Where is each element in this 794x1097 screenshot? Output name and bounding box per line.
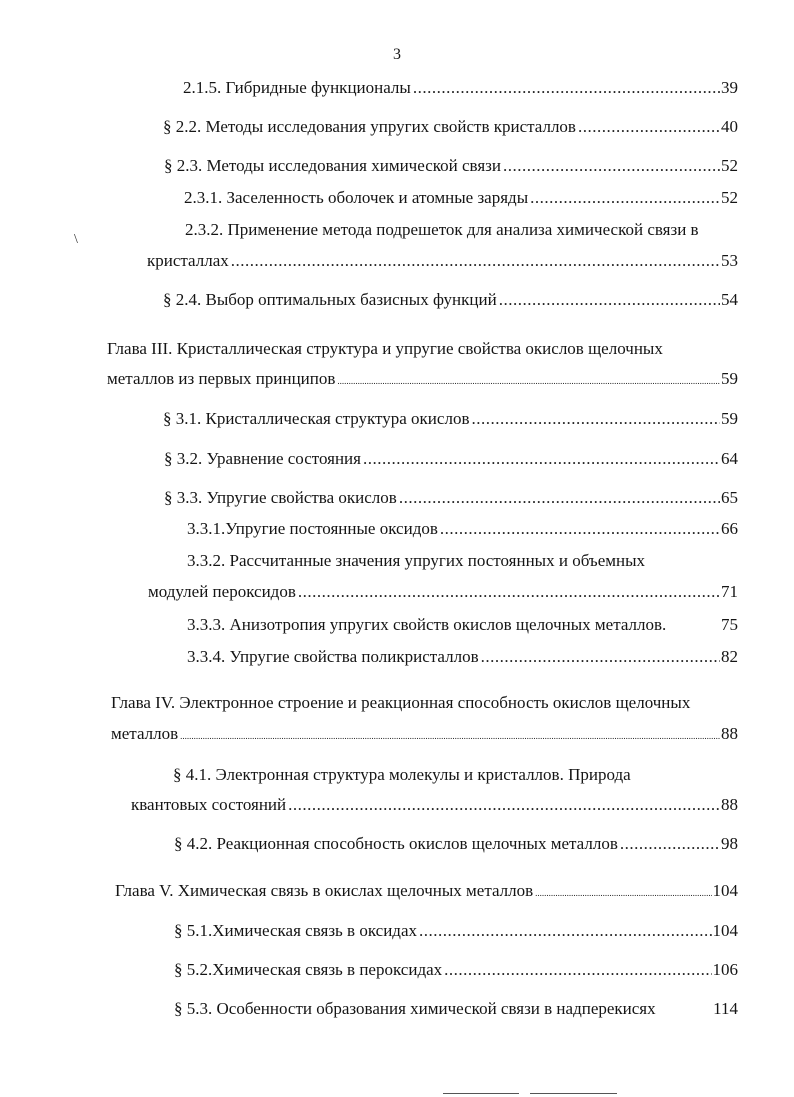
toc-entry-label: § 3.2. Уравнение состояния (164, 449, 361, 468)
toc-entry-label: § 2.2. Методы исследования упругих свойств кристаллов (163, 117, 576, 136)
toc-entry-page: 39 (721, 78, 738, 97)
dot-leader (180, 725, 720, 747)
toc-entry-page: 54 (721, 290, 738, 309)
dot-leader (399, 487, 720, 509)
dot-leader (499, 289, 720, 311)
toc-entry-2-3-1[interactable] (184, 187, 738, 209)
toc-entry-page: 40 (721, 117, 738, 136)
toc-entry-2-1-5[interactable] (183, 77, 738, 99)
toc-entry-page: 98 (721, 834, 738, 853)
toc-entry-label: металлов (111, 724, 179, 743)
toc-entry-page: 52 (721, 188, 738, 207)
toc-entry-5-1[interactable] (174, 920, 738, 942)
toc-entry-3-3[interactable] (164, 487, 738, 509)
toc-entry-label: § 3.3. Упругие свойства окислов (164, 488, 397, 507)
dot-leader (288, 794, 720, 816)
toc-entry-page: 82 (721, 647, 738, 666)
dot-leader (471, 408, 720, 430)
toc-entry-3-2[interactable] (164, 448, 738, 470)
dot-leader (413, 77, 720, 99)
toc-entry-2-2[interactable] (163, 116, 738, 138)
toc-entry-label: § 2.3. Методы исследования химической связи (164, 156, 501, 175)
toc-entry-3-3-2-line1[interactable]: 3.3.2. Рассчитанные значения упругих постоянных и объемных (187, 551, 646, 570)
toc-entry-page: 53 (721, 251, 738, 270)
footer-rule-left (443, 1093, 519, 1094)
toc-entry-label: металлов из первых принципов (107, 369, 336, 388)
dot-leader (419, 920, 712, 942)
toc-entry-page: 104 (712, 881, 738, 900)
toc-entry-page: 59 (721, 369, 738, 388)
dot-leader (298, 581, 720, 603)
toc-entry-label: § 4.2. Реакционная способность окислов щелочных металлов (174, 834, 618, 853)
toc-entry-label: § 5.2.Химическая связь в пероксидах (174, 960, 443, 979)
toc-entry-5-3[interactable] (174, 998, 738, 1020)
dot-leader (231, 250, 720, 272)
toc-entry-label: § 2.4. Выбор оптимальных базисных функций (163, 290, 497, 309)
toc-entry-label: Глава V. Химическая связь в окислах щелочных металлов (115, 881, 534, 900)
toc-entry-4-2[interactable] (174, 833, 738, 855)
dot-leader (481, 646, 720, 668)
toc-entry-page: 104 (712, 921, 738, 940)
toc-entry-5-2[interactable] (174, 959, 738, 981)
dot-leader (578, 116, 720, 138)
stray-mark: \ (74, 232, 78, 247)
toc-entry-label: § 5.1.Химическая связь в оксидах (174, 921, 417, 940)
toc-entry-2-4[interactable] (163, 289, 738, 311)
toc-entry-2-3-2-line1[interactable]: 2.3.2. Применение метода подрешеток для анализа химической связи в (185, 220, 699, 239)
page-number: 3 (393, 46, 401, 63)
toc-entry-label: 2.1.5. Гибридные функционалы (183, 78, 411, 97)
toc-entry-label: кристаллах (147, 251, 229, 270)
toc-chapter-5[interactable] (115, 880, 738, 902)
toc-entry-3-1[interactable] (163, 408, 738, 430)
toc-entry-3-3-2[interactable] (148, 581, 738, 603)
toc-entry-page: 59 (721, 409, 738, 428)
toc-entry-label: 3.3.4. Упругие свойства поликристаллов (187, 647, 479, 666)
toc-chapter-4[interactable] (111, 723, 738, 745)
toc-entry-page: 52 (721, 156, 738, 175)
dot-leader (503, 155, 720, 177)
dot-leader (440, 518, 720, 540)
toc-entry-4-1-line1[interactable]: § 4.1. Электронная структура молекулы и кристаллов. Природа (173, 765, 631, 784)
toc-entry-3-3-4[interactable] (187, 646, 738, 668)
footer-rule-right (530, 1093, 617, 1094)
toc-entry-2-3-2[interactable] (147, 250, 738, 272)
toc-chapter-4-line1[interactable]: Глава IV. Электронное строение и реакционная способность окислов щелочных (111, 693, 691, 712)
dot-leader (363, 448, 720, 470)
toc-entry-3-3-1[interactable] (187, 518, 738, 540)
toc-entry-label: § 3.1. Кристаллическая структура окислов (163, 409, 470, 428)
toc-entry-3-3-3[interactable] (187, 614, 738, 636)
dot-leader (530, 187, 720, 209)
toc-entry-label: § 5.3. Особенности образования химической связи в надперекисях (174, 999, 656, 1018)
toc-chapter-3[interactable] (107, 368, 738, 390)
toc-entry-label: 2.3.1. Заселенность оболочек и атомные заряды (184, 188, 529, 207)
toc-entry-page: 64 (721, 449, 738, 468)
toc-entry-page: 106 (712, 960, 738, 979)
toc-chapter-3-line1[interactable]: Глава III. Кристаллическая структура и упругие свойства окислов щелочных (107, 339, 663, 358)
toc-entry-page: 65 (721, 488, 738, 507)
toc-entry-4-1[interactable] (131, 794, 738, 816)
toc-entry-page: 88 (721, 795, 738, 814)
toc-entry-page: 88 (721, 724, 738, 743)
toc-entry-page: 71 (721, 582, 738, 601)
toc-entry-label: 3.3.3. Анизотропия упругих свойств окислов щелочных металлов. (187, 615, 667, 634)
toc-entry-label: 3.3.1.Упругие постоянные оксидов (187, 519, 438, 538)
toc-entry-2-3[interactable] (164, 155, 738, 177)
toc-entry-page: 66 (721, 519, 738, 538)
dot-leader (337, 370, 720, 392)
toc-entry-label: модулей пероксидов (148, 582, 296, 601)
dot-leader (535, 882, 711, 904)
dot-leader (444, 959, 711, 981)
toc-entry-page: 75 (721, 615, 738, 634)
dot-leader (620, 833, 720, 855)
toc-entry-label: квантовых состояний (131, 795, 287, 814)
toc-entry-page: 114 (713, 999, 738, 1018)
